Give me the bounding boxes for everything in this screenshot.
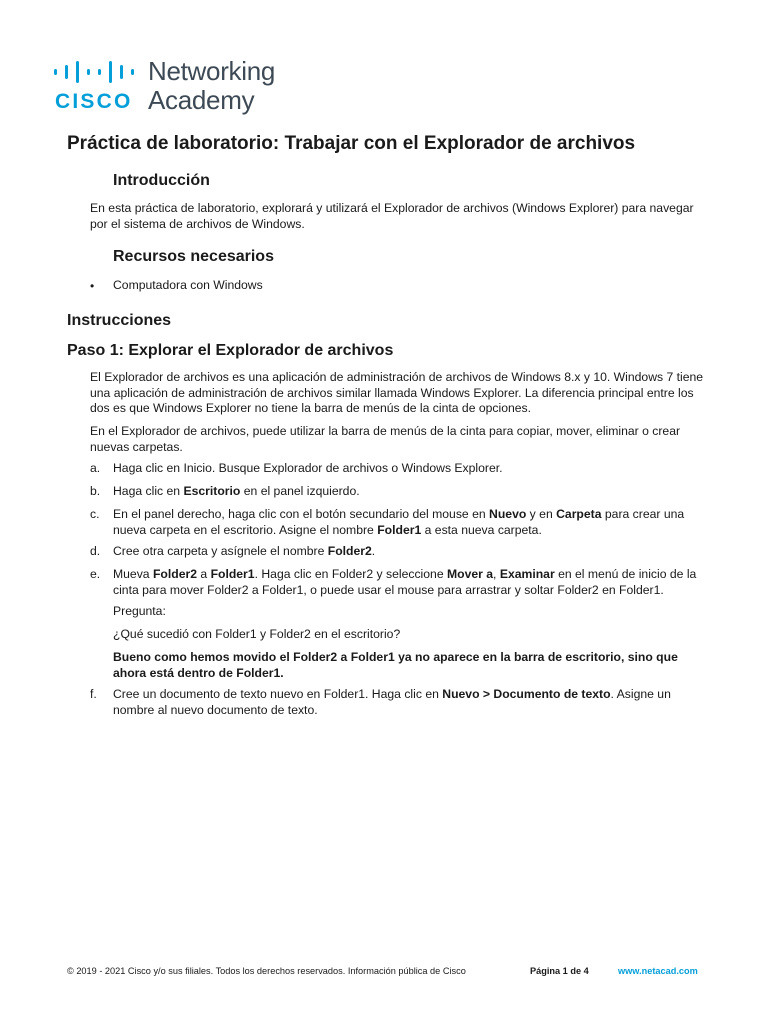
list-text: Mueva Folder2 a Folder1. Haga clic en Folder2 y seleccione Mover a, Examinar en el menú de inicio de la cinta para mover Folder2 a Folder1, o puede usar el mouse para arrastrar y soltar Folder2 en Folder1. xyxy=(113,567,697,597)
list-label: b. xyxy=(90,484,101,498)
instructions-heading: Instrucciones xyxy=(67,312,172,329)
question-text: ¿Qué sucedió con Folder1 y Folder2 en el escritorio? xyxy=(113,627,401,641)
logo-line-networking: Networking xyxy=(148,56,276,86)
intro-text: En esta práctica de laboratorio, explorará y utilizará el Explorador de archivos (Windows Explorer) para navegar por el sistema de archivos de Windows. xyxy=(90,201,694,231)
page-title: Práctica de laboratorio: Trabajar con el Explorador de archivos xyxy=(67,133,636,154)
cisco-networking-academy-logo xyxy=(54,58,314,118)
step1-paragraph-1: El Explorador de archivos es una aplicación de administración de archivos de Windows 8.x y 10. Windows 7 tiene una aplicación de administración de archivos similar llamada Windows Explorer. La diferencia principal entre los dos es que Windows Explorer no tiene la barra de menús de la cinta de opciones. xyxy=(90,370,704,415)
list-text: Haga clic en Escritorio en el panel izquierdo. xyxy=(113,484,360,498)
list-label: f. xyxy=(90,687,97,701)
list-text: Haga clic en Inicio. Busque Explorador de archivos o Windows Explorer. xyxy=(113,461,503,475)
bullet-icon: • xyxy=(90,279,95,293)
cisco-wordmark: CISCO xyxy=(55,90,133,113)
list-text: Cree otra carpeta y asígnele el nombre Folder2. xyxy=(113,544,376,558)
step1-heading: Paso 1: Explorar el Explorador de archivos xyxy=(67,342,394,359)
list-label: a. xyxy=(90,461,101,475)
resources-heading: Recursos necesarios xyxy=(113,248,274,265)
list-text: Cree un documento de texto nuevo en Folder1. Haga clic en Nuevo > Documento de texto. Asigne un nombre al nuevo documento de texto. xyxy=(113,687,671,717)
cisco-bars-icon xyxy=(54,61,146,83)
list-label: c. xyxy=(90,507,100,521)
resource-item: Computadora con Windows xyxy=(113,278,263,292)
footer-url-link[interactable]: www.netacad.com xyxy=(618,966,698,976)
intro-heading: Introducción xyxy=(113,172,210,189)
logo-line-academy: Academy xyxy=(148,85,255,115)
list-label: e. xyxy=(90,567,101,581)
list-label: d. xyxy=(90,544,101,558)
question-label: Pregunta: xyxy=(113,604,166,618)
footer-copyright: © 2019 - 2021 Cisco y/o sus filiales. Todos los derechos reservados. Información pública de Cisco xyxy=(67,966,466,976)
answer-text: Bueno como hemos movido el Folder2 a Folder1 ya no aparece en la barra de escritorio, sino que ahora está dentro de Folder1. xyxy=(113,650,678,680)
footer-page-number: Página 1 de 4 xyxy=(530,966,589,976)
step1-paragraph-2: En el Explorador de archivos, puede utilizar la barra de menús de la cinta para copiar, mover, eliminar o crear nuevas carpetas. xyxy=(90,424,681,454)
list-text: En el panel derecho, haga clic con el botón secundario del mouse en Nuevo y en Carpeta para crear una nueva carpeta en el escritorio. Asigne el nombre Folder1 a esta nueva carpeta. xyxy=(113,507,685,537)
